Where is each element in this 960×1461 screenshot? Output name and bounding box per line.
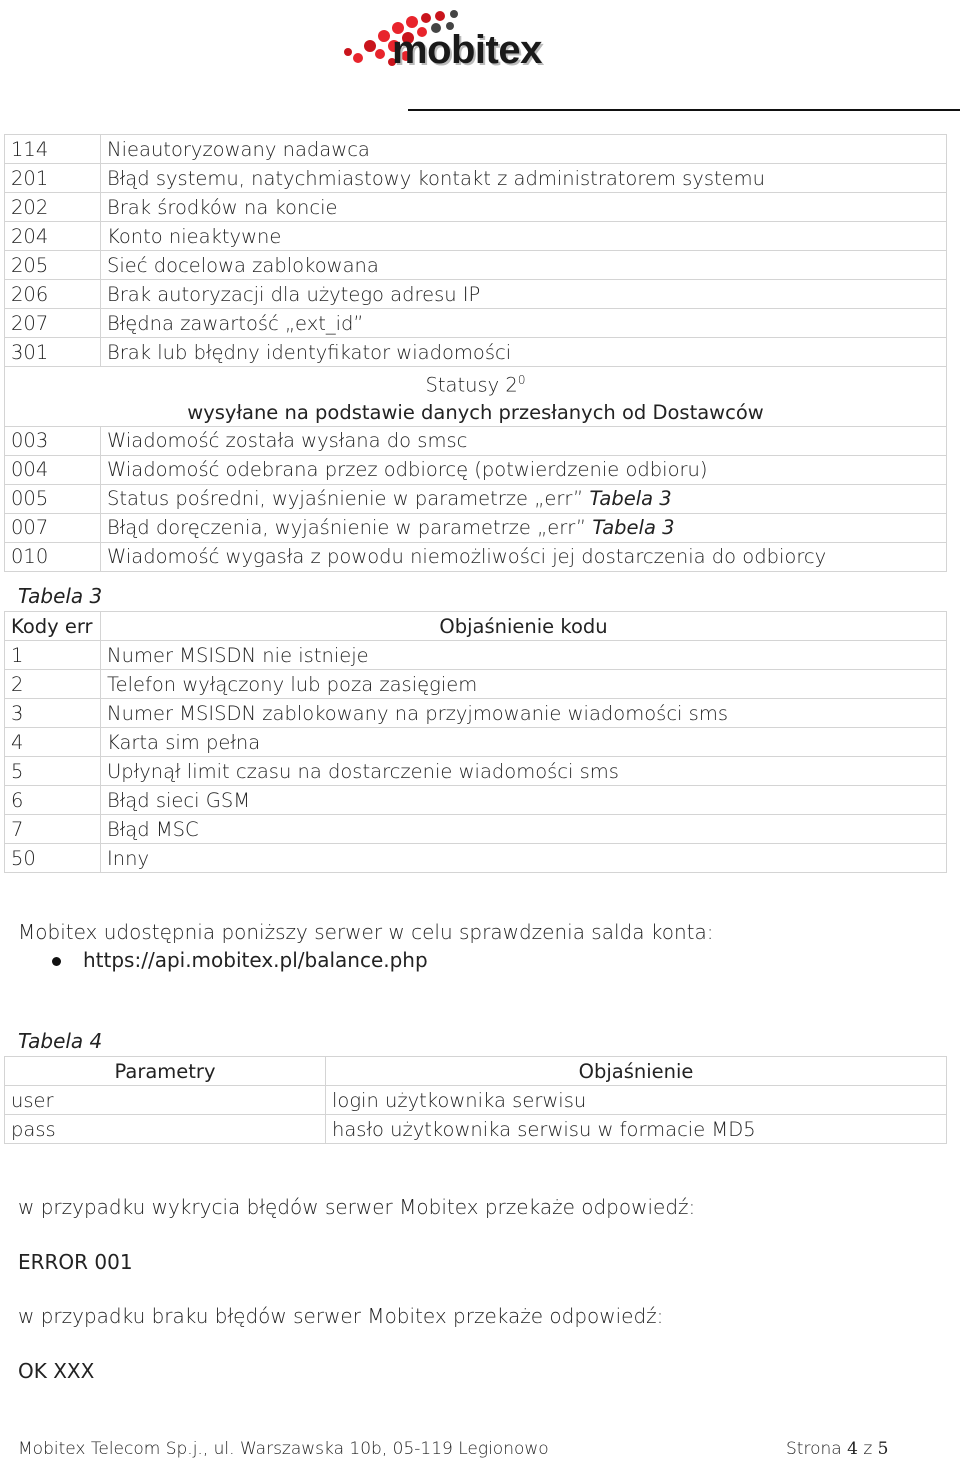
column-header-desc: Objaśnienie kodu <box>101 612 947 641</box>
err-code: 5 <box>5 757 101 786</box>
err-code: 50 <box>5 844 101 873</box>
status-code: 202 <box>5 193 101 222</box>
page-total: 5 <box>877 1439 889 1459</box>
table-row <box>5 786 947 815</box>
table-row <box>5 757 947 786</box>
table-row <box>5 193 947 222</box>
logo-wordmark: mobitex <box>392 28 542 72</box>
param-name: pass <box>5 1115 326 1144</box>
status-desc <box>101 484 947 513</box>
footer-company: Mobitex Telecom Sp.j., ul. Warszawska 10b, 05-119 Legionowo <box>18 1439 549 1459</box>
err-desc: Numer MSISDN zablokowany na przyjmowanie wiadomości sms <box>101 699 947 728</box>
status-desc <box>101 542 947 571</box>
err-code: 7 <box>5 815 101 844</box>
section-title <box>5 367 946 399</box>
status-desc: Nieautoryzowany nadawca <box>101 135 947 164</box>
table-row <box>5 1086 947 1115</box>
column-header-code: Kody err <box>5 612 101 641</box>
table-row <box>5 338 947 367</box>
column-header-param: Parametry <box>5 1057 326 1086</box>
section-header <box>5 367 947 427</box>
status-desc-text: Status pośredni, wyjaśnienie w parametrze „err” <box>107 487 584 510</box>
ok-response-value: OK XXX <box>18 1359 95 1383</box>
err-desc: Błąd MSC <box>101 815 947 844</box>
table-header-row <box>5 612 947 641</box>
section-title-sup: 0 <box>517 373 526 387</box>
ok-response-intro: w przypadku braku błędów serwer Mobitex przekaże odpowiedź: <box>18 1304 664 1328</box>
err-desc: Telefon wyłączony lub poza zasięgiem <box>101 670 947 699</box>
err-code: 1 <box>5 641 101 670</box>
status-code: 005 <box>5 484 101 513</box>
status-code: 206 <box>5 280 101 309</box>
status-code: 301 <box>5 338 101 367</box>
section-title-text: Statusy 2 <box>425 373 518 397</box>
page-number <box>786 1439 888 1459</box>
table-row <box>5 484 947 513</box>
table-row <box>5 135 947 164</box>
err-desc: Karta sim pełna <box>101 728 947 757</box>
status-desc: Brak lub błędny identyfikator wiadomości <box>101 338 947 367</box>
table-row <box>5 222 947 251</box>
err-code: 3 <box>5 699 101 728</box>
table-row <box>5 641 947 670</box>
status-code: 004 <box>5 455 101 484</box>
status-desc <box>101 513 947 542</box>
table-row <box>5 844 947 873</box>
status-desc: Błąd systemu, natychmiastowy kontakt z administratorem systemu <box>101 164 947 193</box>
status-desc-text: Wiadomość odebrana przez odbiorcę (potwierdzenie odbioru) <box>107 458 708 481</box>
section-header-row <box>5 367 947 427</box>
table-row <box>5 455 947 484</box>
status-desc: Konto nieaktywne <box>101 222 947 251</box>
bullet-icon <box>52 957 61 966</box>
status-code: 010 <box>5 542 101 571</box>
err-desc: Upłynął limit czasu na dostarczenie wiadomości sms <box>101 757 947 786</box>
table-reference: Tabela 3 <box>592 516 675 539</box>
status-desc: Brak autoryzacji dla użytego adresu IP <box>101 280 947 309</box>
table-row <box>5 542 947 571</box>
table-reference: Tabela 3 <box>589 487 672 510</box>
err-code: 4 <box>5 728 101 757</box>
err-code: 6 <box>5 786 101 815</box>
status-desc-text: Wiadomość wygasła z powodu niemożliwości jej dostarczenia do odbiorcy <box>107 545 827 568</box>
table-header-row <box>5 1057 947 1086</box>
param-desc: hasło użytkownika serwisu w formacie MD5 <box>326 1115 947 1144</box>
balance-url-item <box>52 948 428 972</box>
table-row <box>5 426 947 455</box>
param-name: user <box>5 1086 326 1115</box>
table-row <box>5 728 947 757</box>
balance-url-link[interactable]: https://api.mobitex.pl/balance.php <box>83 948 428 972</box>
status-table <box>4 134 947 572</box>
page-sep: z <box>863 1439 873 1459</box>
err-desc: Numer MSISDN nie istnieje <box>101 641 947 670</box>
column-header-desc: Objaśnienie <box>326 1057 947 1086</box>
error-codes-table <box>4 611 947 873</box>
status-desc <box>101 455 947 484</box>
table3-caption: Tabela 3 <box>18 584 103 608</box>
err-desc: Błąd sieci GSM <box>101 786 947 815</box>
status-code: 007 <box>5 513 101 542</box>
error-response-value: ERROR 001 <box>18 1250 133 1274</box>
table-row <box>5 251 947 280</box>
error-response-intro: w przypadku wykrycia błędów serwer Mobitex przekaże odpowiedź: <box>18 1195 696 1219</box>
status-code: 207 <box>5 309 101 338</box>
status-desc: Błędna zawartość „ext_id” <box>101 309 947 338</box>
table-row <box>5 164 947 193</box>
table-row <box>5 699 947 728</box>
table-row <box>5 513 947 542</box>
page-label: Strona <box>786 1439 842 1459</box>
table-row <box>5 815 947 844</box>
status-code: 114 <box>5 135 101 164</box>
table-row <box>5 309 947 338</box>
table-row <box>5 280 947 309</box>
status-code: 201 <box>5 164 101 193</box>
status-code: 003 <box>5 426 101 455</box>
param-desc: login użytkownika serwisu <box>326 1086 947 1115</box>
status-desc-text: Wiadomość została wysłana do smsc <box>107 429 468 452</box>
status-desc-text: Błąd doręczenia, wyjaśnienie w parametrze „err” <box>107 516 587 539</box>
parameters-table <box>4 1056 947 1144</box>
status-code: 204 <box>5 222 101 251</box>
table-row <box>5 1115 947 1144</box>
section-subtitle: wysyłane na podstawie danych przesłanych od Dostawców <box>187 400 764 424</box>
status-desc: Sieć docelowa zablokowana <box>101 251 947 280</box>
balance-intro: Mobitex udostępnia poniższy serwer w celu sprawdzenia salda konta: <box>18 920 714 944</box>
page-current: 4 <box>847 1439 858 1459</box>
status-desc <box>101 426 947 455</box>
table4-caption: Tabela 4 <box>18 1029 103 1053</box>
status-code: 205 <box>5 251 101 280</box>
err-code: 2 <box>5 670 101 699</box>
header-rule <box>408 109 960 111</box>
status-desc: Brak środków na koncie <box>101 193 947 222</box>
err-desc: Inny <box>101 844 947 873</box>
table-row <box>5 670 947 699</box>
